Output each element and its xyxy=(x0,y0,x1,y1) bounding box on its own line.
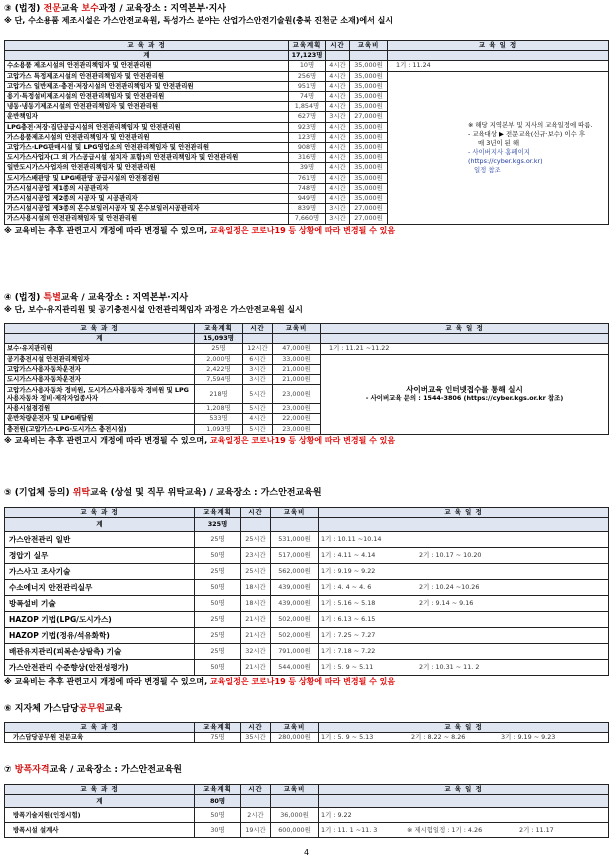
fee: 544,000원 xyxy=(271,660,319,676)
schedule: 1기 : 9.19 ~ 9.22 xyxy=(319,564,609,580)
plan-count: 7,660명 xyxy=(289,214,326,224)
plan-count: 316명 xyxy=(289,153,326,163)
hours: 3시간 xyxy=(243,364,273,374)
schedule: 1기 : 11. 1 ~11. 3 ※ 제시험일정 : 1기 : 4.26 2기 : 11.17 xyxy=(319,823,609,838)
col-course: 교 육 과 정 xyxy=(5,785,195,795)
total-value: 15,093명 xyxy=(195,334,243,344)
hours: 4시간 xyxy=(326,92,350,102)
plan-count: 949명 xyxy=(289,194,326,204)
course-name: 배관유지관리(피복손상탐측) 기술 xyxy=(5,644,195,660)
hours: 18시간 xyxy=(241,580,271,596)
table-row xyxy=(5,612,609,628)
section-3-heading: ③ (법정) 전문교육 보수과정 / 교육장소 : 지역본부·지사 xyxy=(4,4,226,14)
plan-count: 923명 xyxy=(289,122,326,132)
total-row xyxy=(5,51,609,61)
col-schedule: 교 육 일 정 xyxy=(321,324,609,334)
hours: 32시간 xyxy=(241,644,271,660)
course-name: HAZOP 기법(LPG/도시가스) xyxy=(5,612,195,628)
hours: 21시간 xyxy=(241,660,271,676)
hours: 12시간 xyxy=(243,344,273,354)
hours: 4시간 xyxy=(326,163,350,173)
fee: 27,000원 xyxy=(350,112,388,122)
total-label: 계 xyxy=(5,334,195,344)
hours: 5시간 xyxy=(243,404,273,414)
total-label: 계 xyxy=(5,518,195,532)
course-name: HAZOP 기법(정유/석유화학) xyxy=(5,628,195,644)
fee: 35,000원 xyxy=(350,143,388,153)
col-plan: 교육계획 xyxy=(195,324,243,334)
col-fee: 교육비 xyxy=(271,508,319,518)
plan-count: 25명 xyxy=(195,644,241,660)
plan-count: 50명 xyxy=(195,660,241,676)
fee: 35,000원 xyxy=(350,71,388,81)
course-name: 가스시설시공업 제3종의 온수보일러시공자 및 온수보일러시공관리자 xyxy=(5,204,289,214)
col-course: 교 육 과 정 xyxy=(5,41,289,51)
table-row xyxy=(5,548,609,564)
plan-count: 908명 xyxy=(289,143,326,153)
col-plan: 교육계획 xyxy=(195,785,241,795)
fee: 35,000원 xyxy=(350,183,388,193)
section-3-table xyxy=(4,40,609,225)
course-name: 가스안전관리 수준향상(안전성평가) xyxy=(5,660,195,676)
course-name: 도시가스배관망 및 LPG배관망 공급시설의 안전점검원 xyxy=(5,173,289,183)
col-schedule: 교 육 일 정 xyxy=(319,508,609,518)
course-name: 운반책임자 xyxy=(5,112,289,122)
col-hours: 시간 xyxy=(243,324,273,334)
course-name: 정압기 실무 xyxy=(5,548,195,564)
fee: 35,000원 xyxy=(350,102,388,112)
fee: 23,000원 xyxy=(273,424,321,434)
col-schedule: 교 육 일 정 xyxy=(388,41,609,51)
plan-count: 748명 xyxy=(289,183,326,193)
fee: 502,000원 xyxy=(271,612,319,628)
total-row xyxy=(5,334,609,344)
table-row xyxy=(5,564,609,580)
fee: 23,000원 xyxy=(273,385,321,404)
hours: 5시간 xyxy=(243,424,273,434)
schedule: 1기 : 10.11 ~10.14 xyxy=(319,532,609,548)
total-row xyxy=(5,518,609,532)
plan-count: 123명 xyxy=(289,132,326,142)
section-3-footnote: ※ 교육비는 추후 관련고시 개정에 따라 변경될 수 있으며, 교육일정은 코로나19 등 상황에 따라 변경될 수 있음 xyxy=(4,225,396,235)
schedule-note xyxy=(321,354,609,434)
col-schedule: 교 육 일 정 xyxy=(319,723,609,733)
col-course: 교 육 과 정 xyxy=(5,723,195,733)
course-name: 공기충전시설 안전관리책임자 xyxy=(5,354,195,364)
plan-count: 627명 xyxy=(289,112,326,122)
hours: 4시간 xyxy=(326,183,350,193)
table-header xyxy=(5,723,609,733)
fee: 35,000원 xyxy=(350,132,388,142)
fee: 35,000원 xyxy=(350,92,388,102)
hours: 4시간 xyxy=(326,61,350,71)
table-row xyxy=(5,61,609,71)
table-row xyxy=(5,660,609,676)
fee: 35,000원 xyxy=(350,122,388,132)
section-5-heading: ⑤ (기업체 등의) 위탁교육 (상설 및 직무 위탁교육) / 교육장소 : 가스안전교육원 xyxy=(4,488,322,498)
col-schedule: 교 육 일 정 xyxy=(319,785,609,795)
course-name: 용기·특정설비제조시설의 안전관리책임자 및 안전관리원 xyxy=(5,92,289,102)
fee: 35,000원 xyxy=(350,163,388,173)
section-7-table xyxy=(4,784,609,838)
fee: 502,000원 xyxy=(271,628,319,644)
hours: 4시간 xyxy=(326,122,350,132)
hours: 4시간 xyxy=(326,143,350,153)
schedule: 1기 : 5.16 ~ 5.18 2기 : 9.14 ~ 9.16 xyxy=(319,596,609,612)
table-row xyxy=(5,808,609,823)
fee: 35,000원 xyxy=(350,153,388,163)
section-6-heading: ⑥ 지자체 가스담당공무원교육 xyxy=(4,704,123,714)
fee: 531,000원 xyxy=(271,532,319,548)
plan-count: 25명 xyxy=(195,564,241,580)
section-4-heading: ④ (법정) 특별교육 / 교육장소 : 지역본부·지사 xyxy=(4,293,189,303)
hours: 3시간 xyxy=(243,375,273,385)
course-name: 사용시설점검원 xyxy=(5,404,195,414)
hours: 25시간 xyxy=(241,564,271,580)
course-name: 냉동·냉동기제조시설의 안전관리책임자 및 안전관리원 xyxy=(5,102,289,112)
table-row xyxy=(5,354,609,364)
plan-count: 50명 xyxy=(195,548,241,564)
plan-count: 1,854명 xyxy=(289,102,326,112)
col-plan: 교육계획 xyxy=(289,41,326,51)
schedule: 1기 : 7.25 ~ 7.27 xyxy=(319,628,609,644)
course-name: 수소에너지 안전관리실무 xyxy=(5,580,195,596)
plan-count: 74명 xyxy=(289,92,326,102)
schedule: 1기 : 11.21 ~11.22 xyxy=(321,344,609,354)
course-name: 가스담당공무원 전문교육 xyxy=(5,733,195,743)
schedule-note-line: - 교육대상 ▶ 전문교육(신규·보수) 이수 후 xyxy=(468,129,585,138)
plan-count: 2,422명 xyxy=(195,364,243,374)
plan-count: 10명 xyxy=(289,61,326,71)
plan-count: 50명 xyxy=(195,808,241,823)
plan-count: 39명 xyxy=(289,163,326,173)
course-name: 보수·유지관리원 xyxy=(5,344,195,354)
fee: 47,000원 xyxy=(273,344,321,354)
total-row xyxy=(5,795,609,808)
plan-count: 25명 xyxy=(195,344,243,354)
col-fee: 교육비 xyxy=(271,785,319,795)
fee: 35,000원 xyxy=(350,81,388,91)
fee: 280,000원 xyxy=(271,733,319,743)
plan-count: 25명 xyxy=(195,532,241,548)
course-name: 가스사용시설의 안전관리책임자 및 안전관리원 xyxy=(5,214,289,224)
schedule: 1기 : 5. 9 ~ 5.13 2기 : 8.22 ~ 8.26 3기 : 9.19 ~ 9.23 xyxy=(319,733,609,743)
table-header xyxy=(5,508,609,518)
table-row xyxy=(5,344,609,354)
table-row xyxy=(5,644,609,660)
table-row xyxy=(5,596,609,612)
plan-count: 951명 xyxy=(289,81,326,91)
course-name: 도시가스사업자(그 외 가스공급시설 설치자 포함)의 안전관리책임자 및 안전관리원 xyxy=(5,153,289,163)
plan-count: 839명 xyxy=(289,204,326,214)
course-name: 고압가스·LPG판매시설 및 LPG영업소의 안전관리책임자 및 안전관리원 xyxy=(5,143,289,153)
schedule-note-line: 매 3년이 된 해 xyxy=(478,138,520,147)
col-plan: 교육계획 xyxy=(195,508,241,518)
plan-count: 50명 xyxy=(195,580,241,596)
hours: 4시간 xyxy=(326,132,350,142)
total-value: 17,123명 xyxy=(289,51,326,61)
fee: 33,000원 xyxy=(273,354,321,364)
section-6-table xyxy=(4,722,609,743)
fee: 439,000원 xyxy=(271,596,319,612)
section-4-table xyxy=(4,323,609,435)
schedule: 1기 : 5. 9 ~ 5.11 2기 : 10.31 ~ 11. 2 xyxy=(319,660,609,676)
fee: 35,000원 xyxy=(350,61,388,71)
fee: 562,000원 xyxy=(271,564,319,580)
plan-count: 75명 xyxy=(195,733,241,743)
course-name: 방폭시설 설계사 xyxy=(5,823,195,838)
schedule: 1기 : 9.22 xyxy=(319,808,609,823)
col-plan: 교육계획 xyxy=(195,723,241,733)
total-label: 계 xyxy=(5,795,195,808)
col-fee: 교육비 xyxy=(350,41,388,51)
table-row xyxy=(5,532,609,548)
section-5-footnote: ※ 교육비는 추후 관련고시 개정에 따라 변경될 수 있으며, 교육일정은 코로나19 등 상황에 따라 변경될 수 있음 xyxy=(4,677,396,687)
course-name: 운반차량운전자 및 LPG배달원 xyxy=(5,414,195,424)
schedule-note-line: 일정 참조 xyxy=(474,165,501,174)
fee: 23,000원 xyxy=(273,404,321,414)
fee: 27,000원 xyxy=(350,214,388,224)
col-fee: 교육비 xyxy=(271,723,319,733)
plan-count: 533명 xyxy=(195,414,243,424)
hours: 3시간 xyxy=(326,204,350,214)
schedule: 1기 : 11.24 xyxy=(388,61,609,71)
plan-count: 25명 xyxy=(195,612,241,628)
table-row xyxy=(5,628,609,644)
course-name: 방폭기술지원(인정시험) xyxy=(5,808,195,823)
schedule: 1기 : 4. 4 ~ 4. 6 2기 : 10.24 ~10.26 xyxy=(319,580,609,596)
hours: 23시간 xyxy=(241,548,271,564)
hours: 19시간 xyxy=(241,823,271,838)
col-hours: 시간 xyxy=(326,41,350,51)
schedule-note-line: - 사이버교육 문의 : 1544-3806 (https://cyber.kgs.or.kr 참조) xyxy=(365,394,564,403)
schedule: 1기 : 4.11 ~ 4.14 2기 : 10.17 ~ 10.20 xyxy=(319,548,609,564)
fee: 791,000원 xyxy=(271,644,319,660)
hours: 18시간 xyxy=(241,596,271,612)
fee: 21,000원 xyxy=(273,364,321,374)
course-name: 고압가스사용자동차 정비원, 도시가스사용자동차 정비원 및 LPG사용자동차 정비·제작자업종사자 xyxy=(5,385,195,404)
hours: 4시간 xyxy=(326,153,350,163)
fee: 36,000원 xyxy=(271,808,319,823)
course-name: 가스안전관리 일반 xyxy=(5,532,195,548)
table-header xyxy=(5,41,609,51)
plan-count: 218명 xyxy=(195,385,243,404)
hours: 3시간 xyxy=(326,112,350,122)
hours: 2시간 xyxy=(241,808,271,823)
plan-count: 30명 xyxy=(195,823,241,838)
hours: 4시간 xyxy=(326,81,350,91)
col-course: 교 육 과 정 xyxy=(5,508,195,518)
hours: 4시간 xyxy=(326,194,350,204)
hours: 35시간 xyxy=(241,733,271,743)
plan-count: 761명 xyxy=(289,173,326,183)
table-row xyxy=(5,733,609,743)
course-name: 가스시설시공업 제1종의 시공관리자 xyxy=(5,183,289,193)
course-name: LPG충전·저장·집단공급시설의 안전관리책임자 및 안전관리원 xyxy=(5,122,289,132)
fee: 600,000원 xyxy=(271,823,319,838)
course-name: 충전원(고압가스·LPG·도시가스 충전시설) xyxy=(5,424,195,434)
fee: 517,000원 xyxy=(271,548,319,564)
hours: 4시간 xyxy=(326,173,350,183)
hours: 6시간 xyxy=(243,354,273,364)
section-5-table xyxy=(4,507,609,676)
fee: 35,000원 xyxy=(350,194,388,204)
hours: 4시간 xyxy=(326,102,350,112)
course-name: 도시가스사용자동차운전자 xyxy=(5,375,195,385)
schedule-note-line: 사이버교육 인터넷접수를 통해 실시 xyxy=(406,385,523,395)
schedule: 1기 : 6.13 ~ 6.15 xyxy=(319,612,609,628)
course-name: 수소용품 제조시설의 안전관리책임자 및 안전관리원 xyxy=(5,61,289,71)
table-row xyxy=(5,71,609,81)
fee: 21,000원 xyxy=(273,375,321,385)
col-course: 교 육 과 정 xyxy=(5,324,195,334)
section-4-footnote: ※ 교육비는 추후 관련고시 개정에 따라 변경될 수 있으며, 교육일정은 코로나19 등 상황에 따라 변경될 수 있음 xyxy=(4,435,396,445)
page-number: 4 xyxy=(303,848,310,857)
plan-count: 25명 xyxy=(195,628,241,644)
course-name: 가스용품제조시설의 안전관리책임자 및 안전관리원 xyxy=(5,132,289,142)
course-name: 가스시설시공업 제2종의 시공자 및 시공관리자 xyxy=(5,194,289,204)
plan-count: 1,208명 xyxy=(195,404,243,414)
fee: 27,000원 xyxy=(350,204,388,214)
col-hours: 시간 xyxy=(241,723,271,733)
total-label: 계 xyxy=(5,51,289,61)
plan-count: 50명 xyxy=(195,596,241,612)
course-name: 고압가스사용자동차운전자 xyxy=(5,364,195,374)
section-3-subnote: ※ 단, 수소용품 제조시설은 가스안전교육원, 독성가스 분야는 산업가스안전기술원(충북 진천군 소재)에서 실시 xyxy=(4,16,394,25)
hours: 5시간 xyxy=(243,385,273,404)
schedule-note xyxy=(388,71,609,224)
table-row xyxy=(5,580,609,596)
fee: 439,000원 xyxy=(271,580,319,596)
plan-count: 2,000명 xyxy=(195,354,243,364)
hours: 21시간 xyxy=(241,628,271,644)
plan-count: 1,093명 xyxy=(195,424,243,434)
fee: 35,000원 xyxy=(350,173,388,183)
hours: 4시간 xyxy=(243,414,273,424)
table-row xyxy=(5,823,609,838)
col-hours: 시간 xyxy=(241,785,271,795)
plan-count: 7,594명 xyxy=(195,375,243,385)
course-name: 가스사고 조사기술 xyxy=(5,564,195,580)
course-name: 방폭설비 기술 xyxy=(5,596,195,612)
col-hours: 시간 xyxy=(241,508,271,518)
total-value: 325명 xyxy=(195,518,241,532)
hours: 4시간 xyxy=(326,71,350,81)
course-name: 고압가스 일반제조·충전·저장시설의 안전관리책임자 및 안전관리원 xyxy=(5,81,289,91)
schedule-note-line: - 사이버지사 홈페이지(https://cyber.kgs.or.kr) xyxy=(468,147,543,165)
total-value: 80명 xyxy=(195,795,241,808)
table-header xyxy=(5,324,609,334)
course-name: 일반도시가스사업자의 안전관리책임자 및 안전관리원 xyxy=(5,163,289,173)
section-7-heading: ⑦ 방폭자격교육 / 교육장소 : 가스안전교육원 xyxy=(4,765,182,775)
col-fee: 교육비 xyxy=(273,324,321,334)
hours: 3시간 xyxy=(326,214,350,224)
section-4-subnote: ※ 단, 보수·유지관리원 및 공기충전시설 안전관리책임자 과정은 가스안전교육원 실시 xyxy=(4,305,303,314)
hours: 25시간 xyxy=(241,532,271,548)
fee: 22,000원 xyxy=(273,414,321,424)
hours: 21시간 xyxy=(241,612,271,628)
schedule: 1기 : 7.18 ~ 7.22 xyxy=(319,644,609,660)
table-header xyxy=(5,785,609,795)
schedule-note-line: ※ 해당 지역본부 및 지사의 교육일정에 따름. xyxy=(468,120,593,129)
course-name: 고압가스 특정제조시설의 안전관리책임자 및 안전관리원 xyxy=(5,71,289,81)
plan-count: 256명 xyxy=(289,71,326,81)
